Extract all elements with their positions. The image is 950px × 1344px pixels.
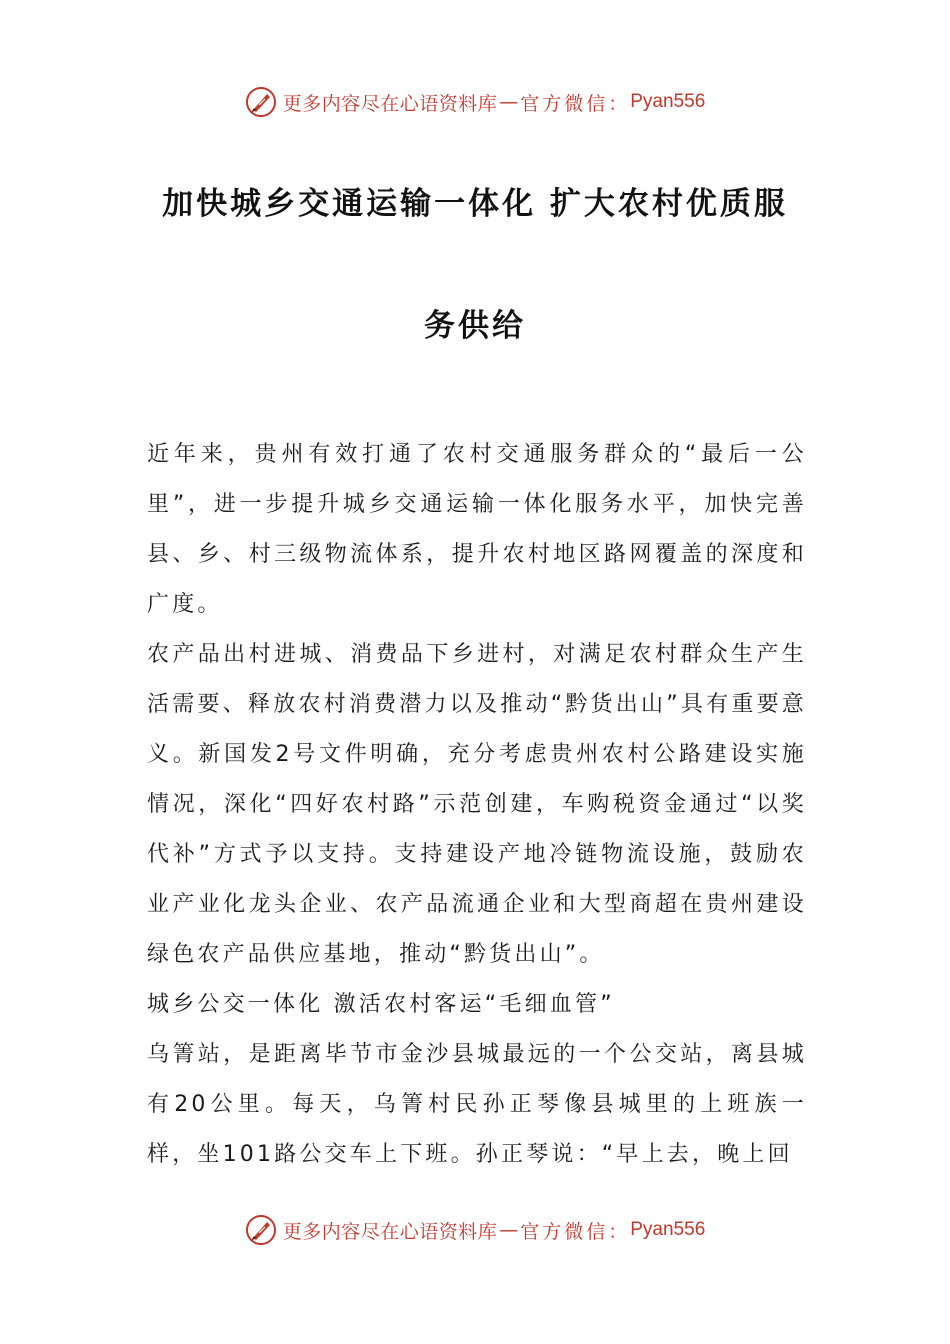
banner-text: 更多内容尽在心语资料库 — [282, 92, 498, 115]
page-title-line-1: 加快城乡交通运输一体化 扩大农村优质服 — [162, 186, 788, 222]
quill-pen-icon — [245, 86, 277, 118]
paragraph: 农产品出村进城、消费品下乡进村，对满足农村群众生产生活需要、释放农村消费潜力以及推动“黔货出山”具有重要意义。新国发2号文件明确，充分考虑贵州农村公路建设实施情况，深化“四好农村路”示范创建，车购税资金通过“以奖代补”方式予以支持。支持建设产地冷链物流设施，鼓励农业产业化龙头企业、农产品流通企业和大型商超在贵州建设绿色农产品供应基地，推动“黔货出山”。 — [147, 642, 807, 967]
paragraph: 乌箐站，是距离毕节市金沙县城最远的一个公交站，离县城有20公里。每天，乌箐村民孙正琴像县城里的上班族一样，坐101路公交车上下班。孙正琴说：“早上去，晚上回 — [147, 1042, 807, 1167]
banner-official-label: 官方微信： — [520, 1220, 631, 1243]
banner-dash: — — [499, 91, 519, 113]
quill-pen-icon — [245, 1214, 277, 1246]
banner-wechat-id: Pyan556 — [630, 91, 706, 112]
banner-text: 更多内容尽在心语资料库 — [282, 1220, 498, 1243]
footer-banner — [0, 1210, 950, 1250]
banner-dash: — — [499, 1219, 519, 1241]
page-title-line-2: 务供给 — [424, 308, 526, 344]
section-heading: 城乡公交一体化 激活农村客运“毛细血管” — [147, 992, 615, 1017]
paragraph: 近年来，贵州有效打通了农村交通服务群众的“最后一公里”，进一步提升城乡交通运输一体化服务水平，加快完善县、乡、村三级物流体系，提升农村地区路网覆盖的深度和广度。 — [147, 442, 807, 617]
banner-wechat-id: Pyan556 — [630, 1219, 706, 1240]
article-body — [147, 430, 807, 1180]
header-banner — [0, 82, 950, 122]
banner-official-label: 官方微信： — [520, 92, 631, 115]
